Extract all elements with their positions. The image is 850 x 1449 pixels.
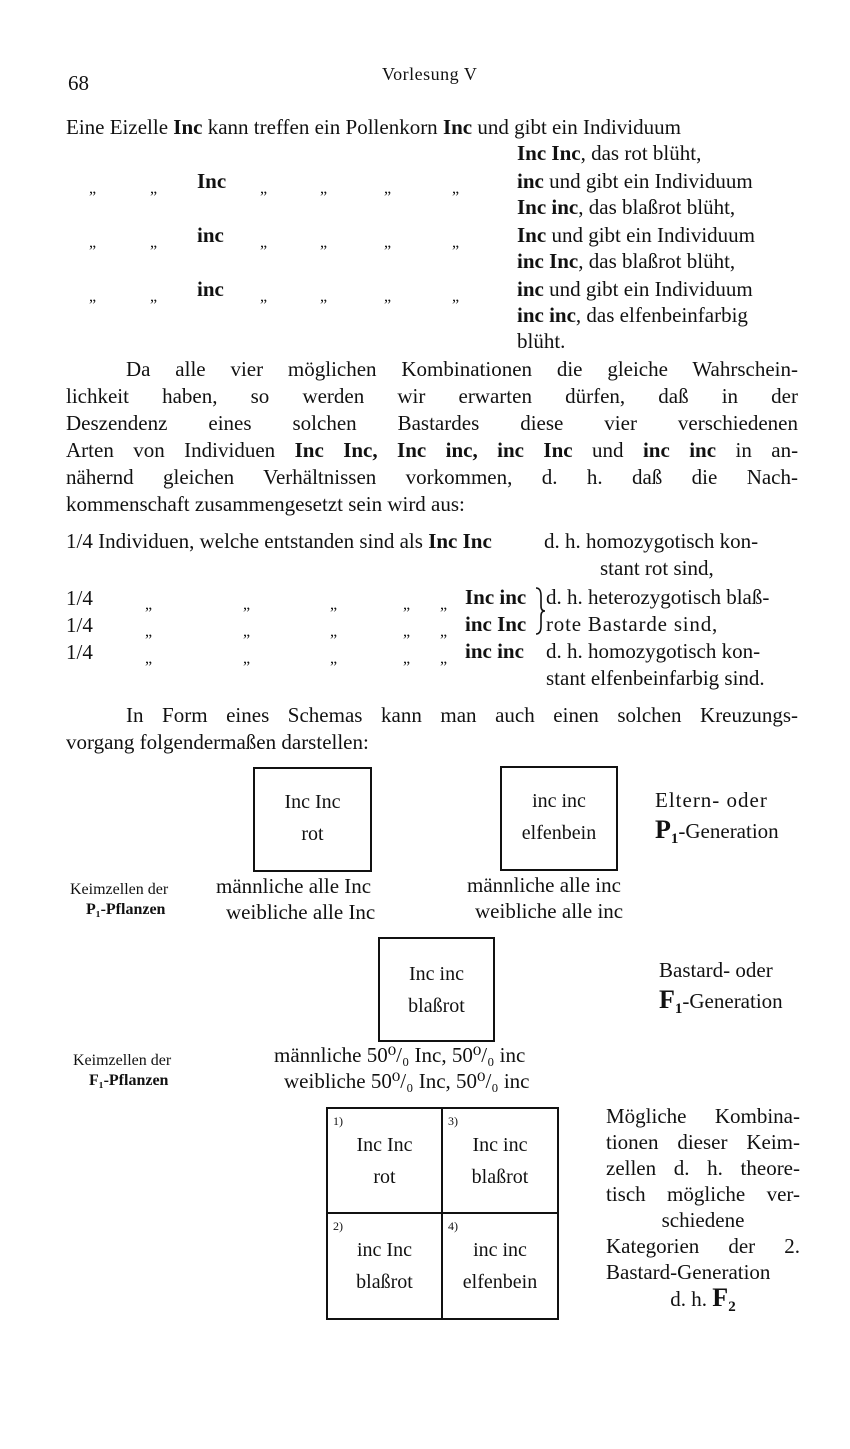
text-line [66,437,798,463]
text-line: Deszendenz eines solchen Bastardes diese vier verschiedenen [66,411,798,435]
ditto-mark: „ [440,596,448,613]
gene-pollen: Inc [517,223,547,247]
ditto-mark: „ [150,288,158,305]
combo-row-2-result [517,194,735,220]
text: , das rot blüht, [580,141,702,165]
f2-cell [443,1214,557,1318]
generation-label: Eltern- oder [655,788,768,812]
ditto-mark: „ [403,650,411,667]
combo-row-4 [517,276,753,302]
fraction: 1/4 [66,640,93,664]
text: -Generation [682,989,783,1013]
generation-label [659,987,783,1022]
color-label: elfenbein [462,1271,538,1293]
cell-number: 4) [448,1219,458,1233]
cell-number: 1) [333,1114,343,1128]
ditto-mark: „ [320,288,328,305]
combo-line-1 [66,114,681,140]
color-label: rot [301,823,324,845]
text: Eine Eizelle [66,115,169,139]
text-line: In Form eines Schemas kann man auch einen solchen Kreuzungs- [126,703,798,727]
fraction: 1/4 [66,529,93,553]
ditto-mark: „ [452,234,460,251]
f2-label-line: schiedene [661,1208,745,1232]
ditto-mark: „ [150,234,158,251]
gen-index: 2 [728,1299,736,1316]
gen-index: 1 [674,1001,683,1018]
text: stant elfenbeinfarbig sind. [546,666,765,690]
f2-label-line: tionen dieser Keim- [606,1130,800,1154]
page-number: 68 [68,71,89,95]
germ-cells: männliche alle Inc [216,874,372,898]
ditto-mark: „ [330,596,338,613]
genotype: Inc inc [465,585,527,609]
ditto-mark: „ [440,650,448,667]
text-line: lichkeit haben, so werden wir erwarten dürfen, daß in der [66,384,798,408]
text: d. h. homozygotisch kon- [546,639,761,663]
combo-row-3-result [517,248,735,274]
gen-letter: F [712,1283,729,1312]
ditto-mark: „ [403,623,411,640]
combo-line-2 [517,140,701,166]
gene-pollen: inc [517,169,544,193]
cell-number: 2) [333,1219,343,1233]
ditto-mark: „ [89,180,97,197]
germ-cells: männliche alle inc [467,873,621,897]
gen-letter: F [659,985,675,1014]
ditto-mark: „ [330,623,338,640]
text: und [592,438,624,462]
text: und gibt ein Individuum [477,115,681,139]
germ-label: Keimzellen der [73,1052,172,1069]
ditto-mark: „ [384,180,392,197]
ditto-mark: „ [243,650,251,667]
gene-pollen: Inc [442,115,473,139]
text: -Generation [678,819,779,843]
genotype: inc Inc [517,249,579,273]
f2-label-line: Kategorien der 2. [606,1234,800,1258]
generation-label [655,817,779,852]
genotype: inc Inc [465,612,527,636]
text: stant rot sind, [600,556,714,580]
ditto-mark: „ [330,650,338,667]
running-title: Vorlesung V [382,64,478,84]
brace-icon [533,586,547,636]
text: d. h. [670,1287,708,1311]
text: rote Bastarde sind, [546,612,719,636]
genotype: inc inc [465,639,524,663]
ditto-mark: „ [243,623,251,640]
genotype: Inc Inc [284,791,341,813]
germ-label: Keimzellen der [70,881,169,898]
gene-egg: inc [197,277,224,301]
fraction: 1/4 [66,586,93,610]
gen-letter: P [655,815,671,844]
ditto-mark: „ [452,180,460,197]
ditto-mark: „ [260,288,268,305]
f2-cell [443,1109,557,1212]
germ-label: P₁-Pflanzen [86,901,166,918]
text: und gibt ein Individuum [549,277,753,301]
ditto-mark: „ [320,180,328,197]
genotype: Inc Inc [356,1134,413,1156]
text: in an- [735,438,799,462]
ditto-mark: „ [260,234,268,251]
f2-label-line: tisch mögliche ver- [606,1182,800,1206]
ditto-mark: „ [384,288,392,305]
f2-label-line: Bastard-Generation [606,1260,771,1284]
germ-cells: männliche 50⁰/₀ Inc, 50⁰/₀ inc [274,1043,526,1067]
hybrid-box [378,937,495,1042]
color-label: blaßrot [471,1166,529,1188]
text: kann treffen ein Pollenkorn [207,115,438,139]
genotype: Inc inc [517,195,579,219]
germ-label: F₁-Pflanzen [89,1072,169,1089]
germ-cells: weibliche alle Inc [226,900,376,924]
ditto-mark: „ [384,234,392,251]
text: und gibt ein Individuum [549,169,753,193]
genotype: Inc inc [472,1134,528,1156]
ditto-mark: „ [403,596,411,613]
gene-egg: inc [197,223,224,247]
text: , das blaßrot blüht, [578,195,736,219]
f2-label-line [606,1285,800,1320]
text-line: Da alle vier möglichen Kombinationen die gleiche Wahrschein- [126,357,798,381]
cell-number: 3) [448,1114,458,1128]
genotype: inc inc [473,1239,527,1261]
text: d. h. homozygotisch kon- [544,529,759,553]
parent-box-ivory [500,766,618,871]
genotypes: Inc Inc, Inc inc, inc Inc [294,438,573,462]
genotype: inc Inc [357,1239,412,1261]
f2-label-line: Mögliche Kombina- [606,1104,800,1128]
text-line: kommenschaft zusammengesetzt sein wird aus: [66,492,465,516]
generation-label: Bastard- oder [659,958,773,982]
gene-egg: Inc [173,115,203,139]
gene-egg: Inc [197,169,227,193]
parent-box-red [253,767,372,872]
germ-cells: weibliche 50⁰/₀ Inc, 50⁰/₀ inc [284,1069,530,1093]
color-label: rot [373,1166,396,1188]
text: Arten von Individuen [66,438,276,462]
germ-cells: weibliche alle inc [475,899,624,923]
ditto-mark: „ [440,623,448,640]
f2-cell [328,1214,441,1318]
offspring-row-1 [66,528,492,554]
color-label: blaßrot [408,995,465,1017]
ditto-mark: „ [320,234,328,251]
ditto-mark: „ [150,180,158,197]
fraction: 1/4 [66,613,93,637]
color-label: blaßrot [356,1271,413,1293]
text: , das blaßrot blüht, [578,249,736,273]
genotype: Inc Inc [517,141,581,165]
f2-grid [326,1107,559,1320]
genotype: Inc inc [409,963,464,985]
genotype: inc inc [532,790,586,812]
color-label: elfenbein [521,822,597,844]
text-line: vorgang folgendermaßen darstellen: [66,730,369,754]
ditto-mark: „ [89,288,97,305]
genotype: inc inc [517,303,576,327]
ditto-mark: „ [145,623,153,640]
f2-label-line: zellen d. h. theore- [606,1156,800,1180]
genotype: inc inc [642,438,717,462]
ditto-mark: „ [145,596,153,613]
combo-row-4-end: blüht. [517,329,566,353]
text: d. h. heterozygotisch blaß- [546,585,770,609]
text-line: nähernd gleichen Verhältnissen vorkommen, d. h. daß die Nach- [66,465,798,489]
ditto-mark: „ [89,234,97,251]
text: , das elfenbeinfarbig [575,303,748,327]
genotype: Inc Inc [428,529,492,553]
text: und gibt ein Individuum [551,223,756,247]
text: Individuen, welche entstanden sind als [98,529,423,553]
gen-index: 1 [670,831,679,848]
combo-row-2 [517,168,753,194]
combo-row-3 [517,222,755,248]
ditto-mark: „ [145,650,153,667]
ditto-mark: „ [243,596,251,613]
ditto-mark: „ [260,180,268,197]
combo-row-4-result [517,302,748,328]
f2-cell [328,1109,441,1212]
gene-pollen: inc [517,277,544,301]
ditto-mark: „ [452,288,460,305]
